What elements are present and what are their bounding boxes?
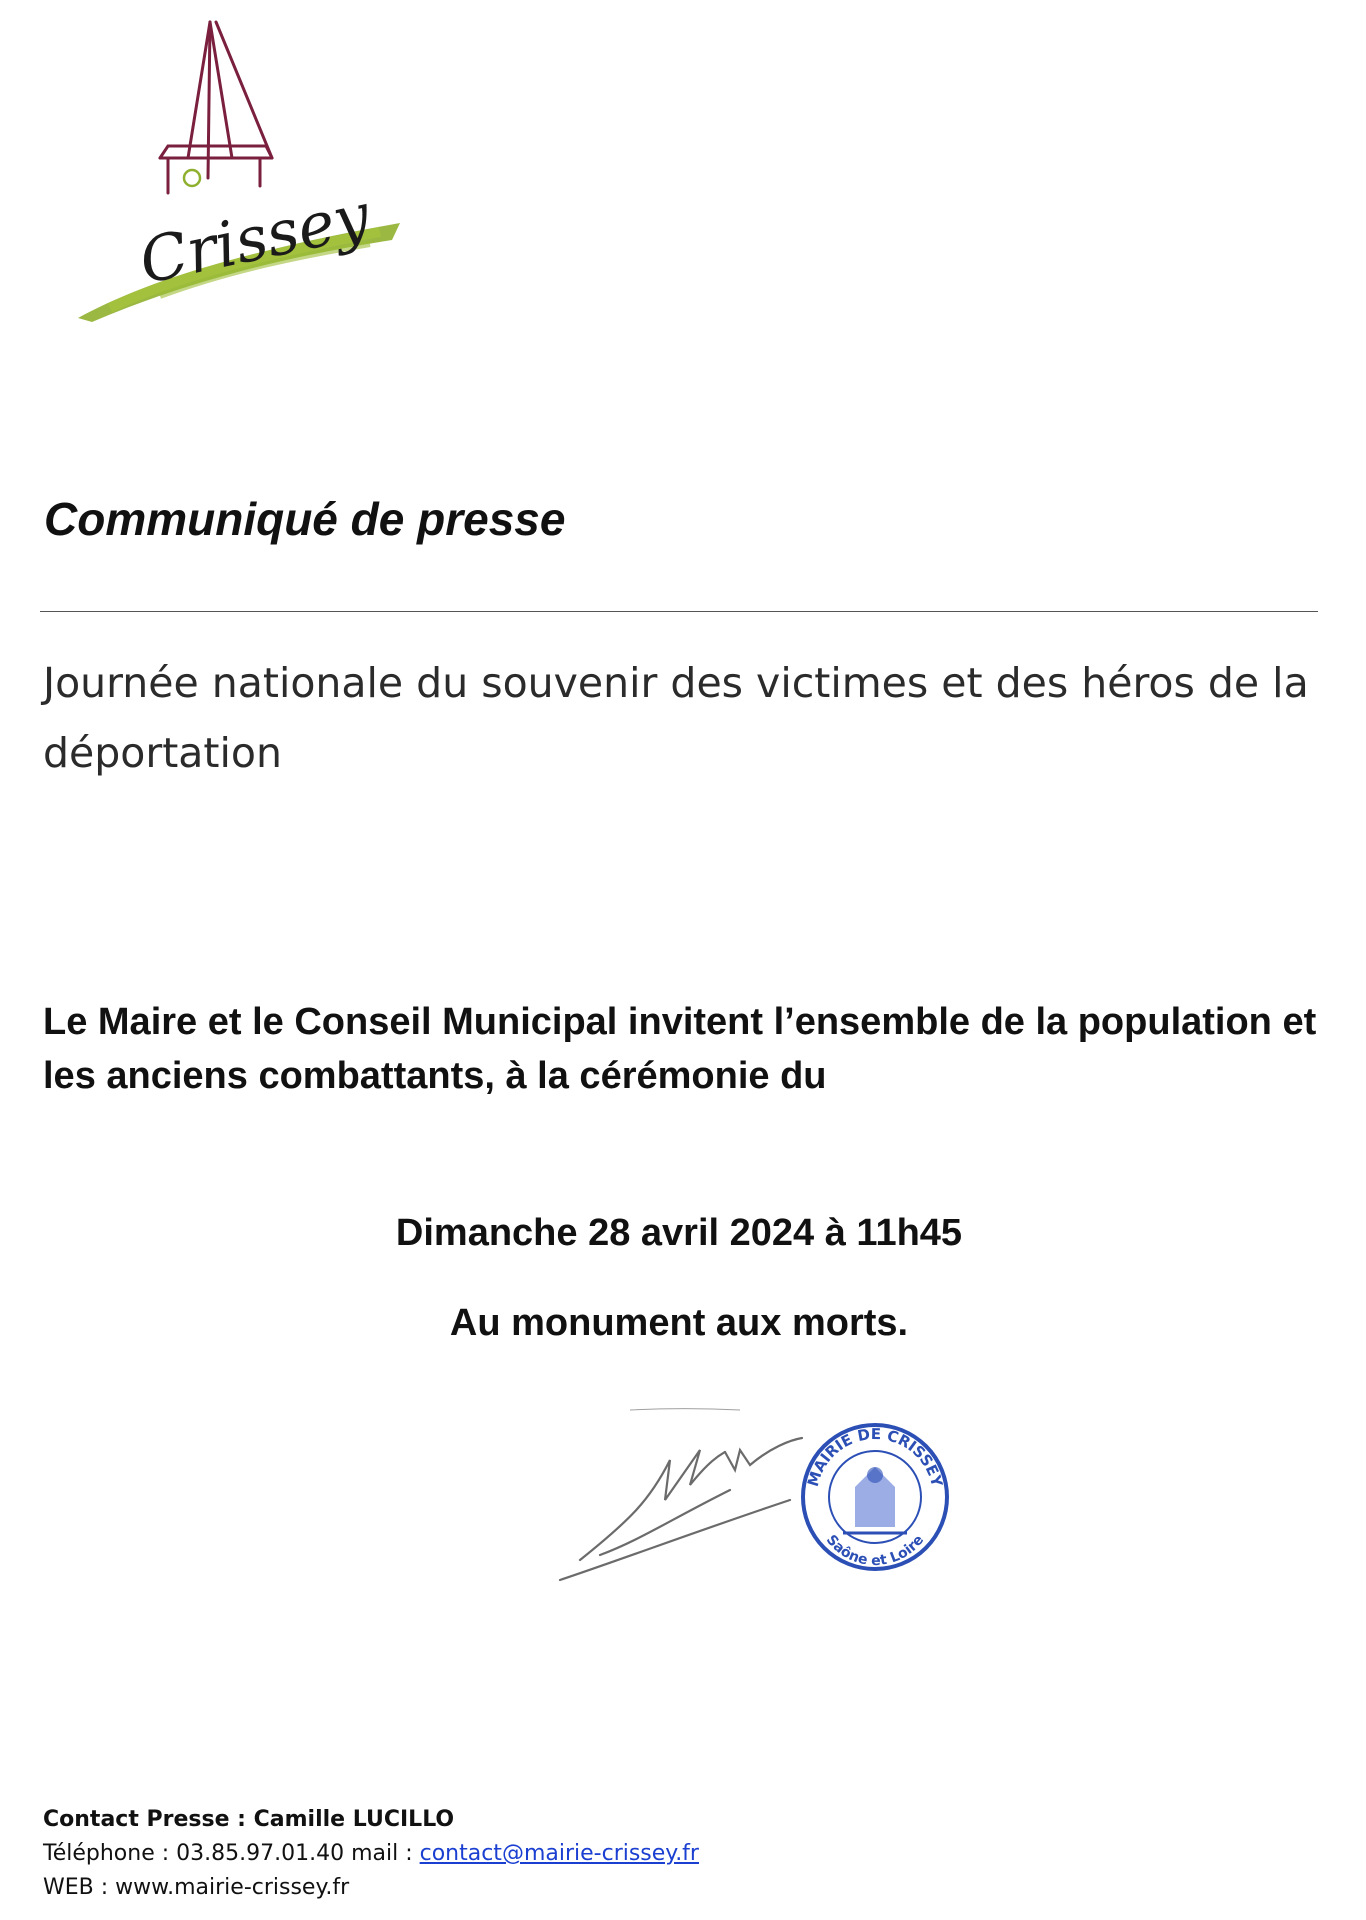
stamp-bottom-text: Saône et Loire (822, 1532, 928, 1570)
stamp-top-text: MAIRIE DE CRISSEY (803, 1424, 947, 1489)
contact-email-link[interactable]: contact@mairie-crissey.fr (419, 1841, 699, 1866)
event-place: Au monument aux morts. (449, 1302, 909, 1344)
svg-text:Saône et Loire (823, 1532, 927, 1569)
svg-text:Crissey: Crissey (133, 178, 376, 299)
invitation-paragraph: Le Maire et le Conseil Municipal invitent l’ensemble de la population et les anciens combattants, à la cérémonie du (43, 1001, 1317, 1097)
crissey-logo (40, 18, 430, 338)
contact-phone: Téléphone : 03.85.97.01.40 mail : (43, 1841, 420, 1866)
signature-stamp-area (540, 1390, 960, 1590)
crissey-logo-graphic (40, 18, 430, 338)
press-contact-block (43, 1803, 699, 1905)
press-release-subject: Journée nationale du souvenir des victimes et des héros de la déportation (43, 659, 1309, 777)
horizontal-divider (40, 611, 1318, 612)
contact-phone-line (43, 1837, 699, 1871)
contact-web: WEB : www.mairie-crissey.fr (43, 1875, 350, 1900)
document-type-heading: Communiqué de presse (44, 493, 566, 545)
event-date: Dimanche 28 avril 2024 à 11h45 (395, 1212, 963, 1254)
contact-title: Contact Presse : Camille LUCILLO (43, 1807, 455, 1832)
signature-graphic (540, 1390, 960, 1590)
